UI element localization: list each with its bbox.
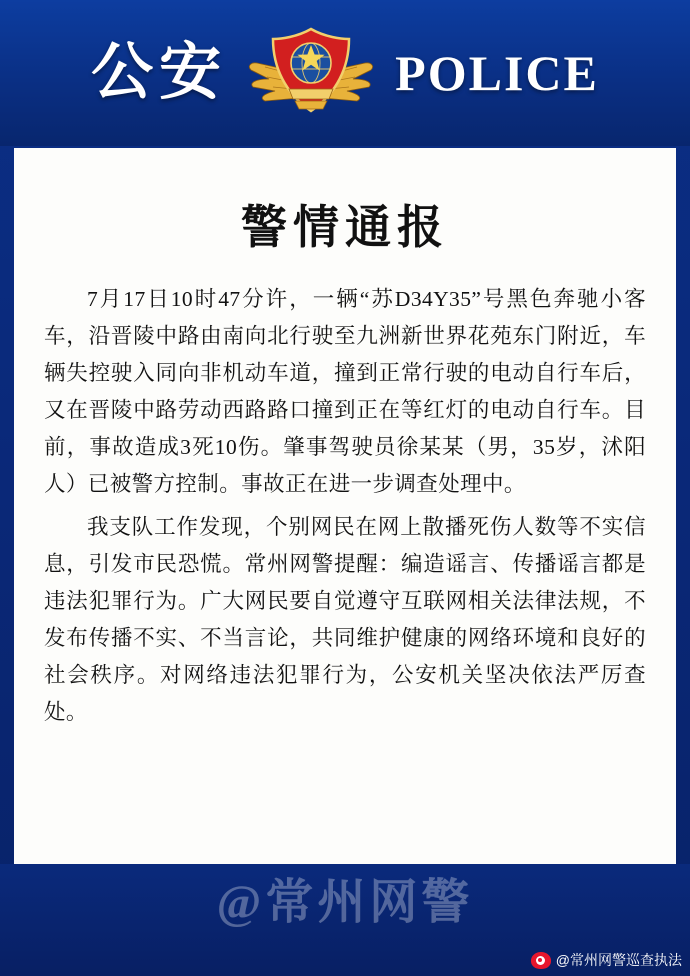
weibo-eye-icon: [531, 952, 551, 969]
header-banner: [0, 0, 690, 146]
police-cn-label: 公安: [91, 39, 228, 107]
weibo-attribution: [531, 950, 682, 970]
china-police-emblem: [245, 17, 377, 129]
page-title: 警情通报: [241, 202, 449, 253]
notice-card: [14, 148, 676, 864]
police-en-label: POLICE: [395, 45, 599, 101]
watermark-text: @常州网警: [216, 876, 474, 929]
notice-paragraph-1: 7月17日10时47分许，一辆“苏D34Y35”号黑色奔驰小客车，沿晋陵中路由南向北行驶至九洲新世界花苑东门附近，车辆失控驶入同向非机动车道，撞到正常行驶的电动自行车后，又在晋陵中路劳动西路路口撞到正在等红灯的电动自行车。目前，事故造成3死10伤。肇事驾驶员徐某某（男，35岁，沭阳人）已被警方控制。事故正在进一步调查处理中。: [44, 287, 646, 497]
notice-paragraph-2: 我支队工作发现，个别网民在网上散播死伤人数等不实信息，引发市民恐慌。常州网警提醒：编造谣言、传播谣言都是违法犯罪行为。广大网民要自觉遵守互联网相关法律法规，不发布传播不实、不当言论，共同维护健康的网络环境和良好的社会秩序。对网络违法犯罪行为，公安机关坚决依法严厉查处。: [44, 515, 646, 724]
header-inner: [0, 17, 690, 129]
footer-banner: [0, 864, 690, 976]
weibo-handle: @常州网警巡查执法: [555, 952, 682, 968]
